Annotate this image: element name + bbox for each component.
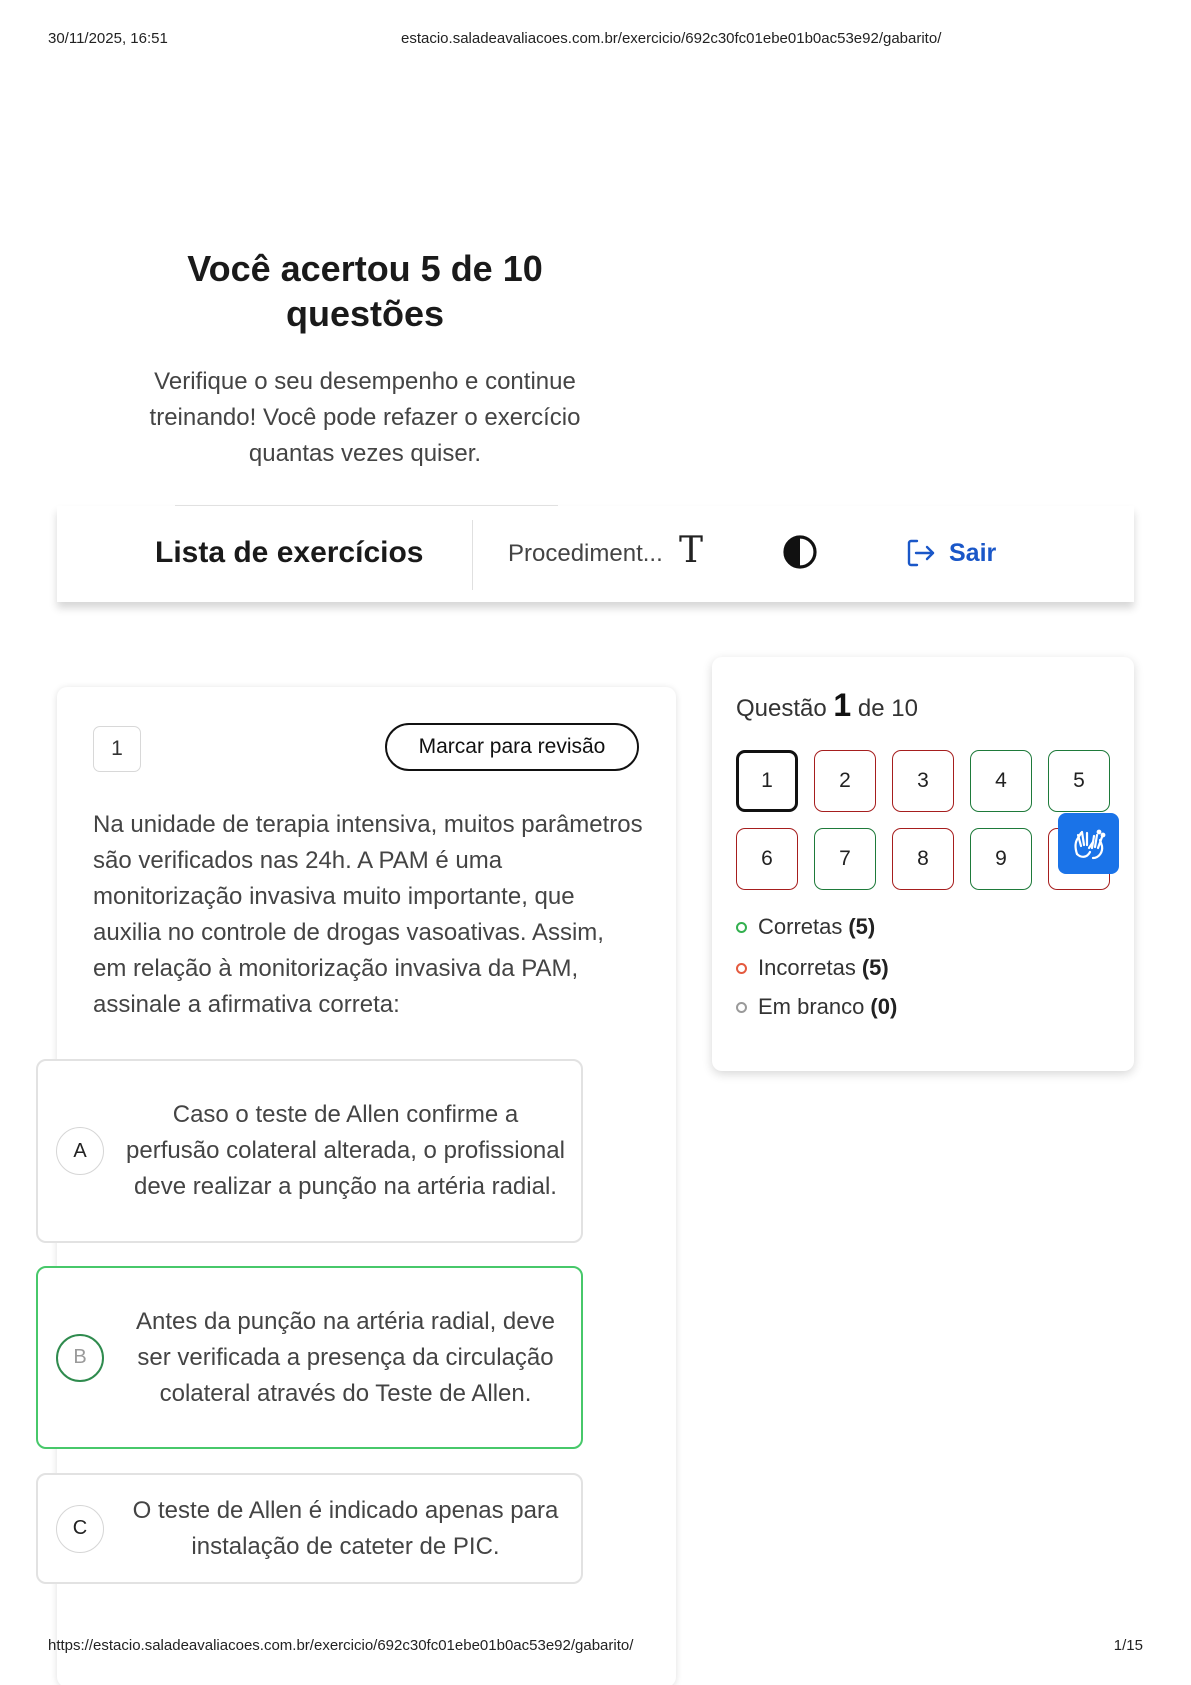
legend-incorrect-label: Incorretas	[758, 955, 856, 980]
print-header	[48, 30, 1143, 50]
option-a[interactable]	[36, 1059, 583, 1243]
course-name[interactable]: Procediment...	[508, 540, 663, 567]
exit-button[interactable]	[905, 532, 996, 574]
navigator-current: 1	[833, 687, 852, 723]
sign-language-hands-icon	[1069, 824, 1109, 864]
legend-blank-label: Em branco	[758, 994, 865, 1019]
libras-accessibility-button[interactable]	[1058, 813, 1119, 874]
navigator-heading-suffix: de 10	[857, 695, 918, 722]
exit-label: Sair	[949, 538, 997, 567]
legend-incorrect-count: (5)	[861, 955, 889, 980]
legend-blank	[736, 994, 897, 1020]
font-size-icon[interactable]: T	[679, 530, 704, 571]
option-letter: A	[56, 1127, 104, 1175]
print-page-indicator: 1/15	[1113, 1637, 1143, 1654]
logout-icon	[905, 537, 937, 569]
option-b[interactable]	[36, 1266, 583, 1449]
toolbar	[57, 506, 1134, 602]
option-text: O teste de Allen é indicado apenas para instalação de cateter de PIC.	[132, 1496, 559, 1560]
question-button-9[interactable]: 9	[970, 828, 1032, 890]
exercise-list-title: Lista de exercícios	[155, 536, 424, 569]
legend-dot-blank	[736, 1002, 747, 1013]
question-button-6[interactable]: 6	[736, 828, 798, 890]
mark-for-review-button[interactable]: Marcar para revisão	[385, 723, 639, 771]
legend-dot-incorrect	[736, 963, 747, 974]
legend-dot-correct	[736, 922, 747, 933]
question-button-2[interactable]: 2	[814, 750, 876, 812]
print-header-url: estacio.saladeavaliacoes.com.br/exercicio/692c30fc01ebe01b0ac53e92/gabarito/	[401, 30, 942, 47]
question-button-7[interactable]: 7	[814, 828, 876, 890]
legend-correct-count: (5)	[848, 914, 876, 939]
print-datetime: 30/11/2025, 16:51	[48, 30, 168, 47]
legend-correct-label: Corretas	[758, 914, 843, 939]
question-number: 1	[93, 726, 141, 772]
question-button-8[interactable]: 8	[892, 828, 954, 890]
option-letter: C	[56, 1505, 104, 1553]
print-footer-url: https://estacio.saladeavaliacoes.com.br/exercicio/692c30fc01ebe01b0ac53e92/gabarito/	[48, 1637, 634, 1654]
navigator-heading	[736, 687, 918, 724]
result-title: Você acertou 5 de 10 questões	[187, 248, 543, 334]
legend-incorrect	[736, 955, 889, 981]
legend-correct	[736, 914, 875, 940]
result-subtitle: Verifique o seu desempenho e continue treinando! Você pode refazer o exercício quantas vezes quiser.	[149, 368, 581, 467]
question-button-4[interactable]: 4	[970, 750, 1032, 812]
question-button-1[interactable]: 1	[736, 750, 798, 812]
legend-blank-count: (0)	[870, 994, 898, 1019]
print-footer	[48, 1637, 1143, 1657]
toolbar-divider	[472, 520, 473, 590]
question-button-5[interactable]: 5	[1048, 750, 1110, 812]
option-letter: B	[56, 1334, 104, 1382]
navigator-heading-prefix: Questão	[736, 695, 827, 722]
question-text: Na unidade de terapia intensiva, muitos parâmetros são verificados nas 24h. A PAM é uma monitorização invasiva muito importante, que auxilia no controle de drogas vasoativas. Assim, em relação à monitorização invasiva da PAM, assinale a afirmativa correta:	[93, 811, 643, 1018]
option-c[interactable]	[36, 1473, 583, 1584]
contrast-icon[interactable]	[782, 534, 818, 570]
option-text: Antes da punção na artéria radial, deve ser verificada a presença da circulação colateral através do Teste de Allen.	[136, 1307, 555, 1407]
option-text: Caso o teste de Allen confirme a perfusão colateral alterada, o profissional deve realizar a punção na artéria radial.	[126, 1101, 565, 1200]
question-button-3[interactable]: 3	[892, 750, 954, 812]
